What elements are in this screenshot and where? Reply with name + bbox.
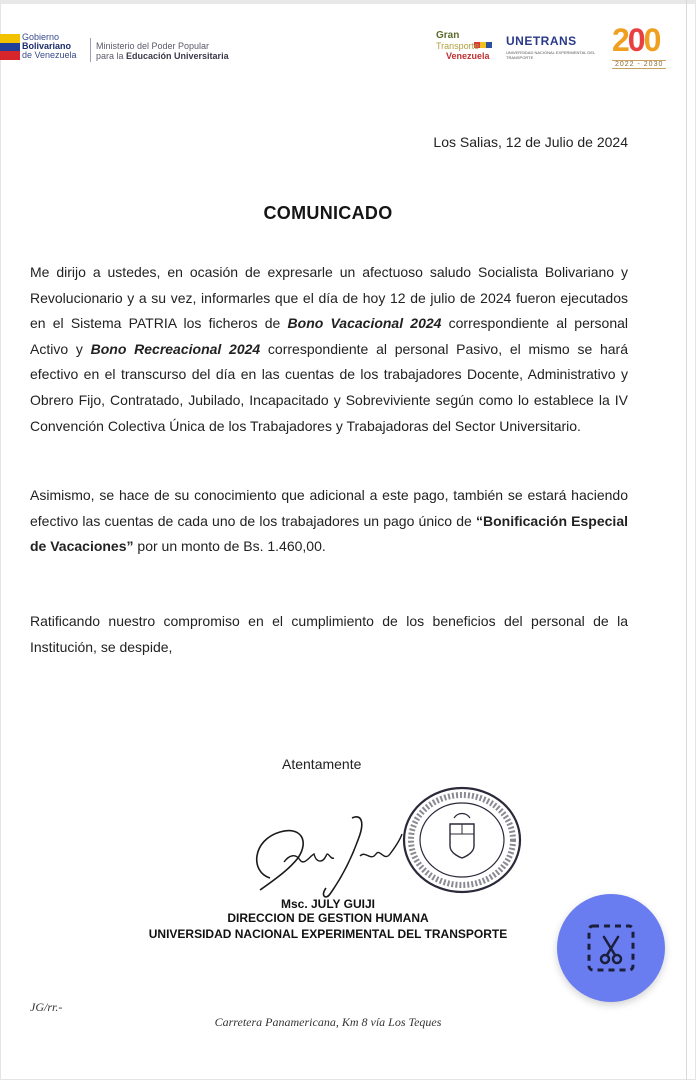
screenshot-cut-icon — [586, 923, 636, 973]
handwritten-signature — [240, 810, 410, 902]
ministry-line-2 — [96, 51, 229, 61]
unetrans-logo — [506, 34, 598, 64]
ministry-name — [96, 41, 229, 61]
bicentennial-emblem-icon: 200 — [612, 22, 660, 58]
bonificacion-label: “Bonificación Especial de Vacaciones” — [30, 512, 628, 555]
unetrans-name: UNETRANS — [506, 34, 577, 48]
footer-address: Carretera Panamericana, Km 8 vía Los Teques — [214, 1015, 442, 1029]
bicentennial-years: 2022 - 2030 — [612, 60, 666, 69]
institutional-seal — [398, 784, 528, 896]
ministry-prefix: para la — [96, 51, 127, 61]
p2-text-b: por un monto de Bs. 1.460,00. — [133, 538, 326, 555]
bono-recreacional-label: Bono Recreacional 2024 — [90, 340, 261, 357]
government-name — [22, 33, 77, 60]
paragraph-3: Ratificando nuestro compromiso en el cumplimiento de los beneficios del personal de la Institución, se despide, — [30, 613, 628, 655]
signer-department: DIRECCION DE GESTION HUMANA — [227, 911, 429, 925]
gov-line-1: Gobierno — [22, 32, 60, 42]
gran-transporte-logo — [436, 30, 496, 66]
closing: Atentamente — [282, 756, 362, 772]
gov-line-3: de Venezuela — [22, 50, 77, 60]
logo-divider — [90, 38, 91, 62]
p1-text-c: correspondiente al personal Pasivo, el mismo se hará efectivo en el transcurso del día en las cuentas de los trabajadores Docente, Administrativo y Obrero Fijo, Contratado, Jubilado, Incapacitado y Sobreviviente según como lo establece la IV Convención Colectiva Única de los Trabajadores y Trabajadoras del Sector Universitario. — [30, 340, 628, 434]
page-edge-divider — [686, 0, 687, 1080]
signer-name: Msc. JULY GUIJI — [280, 897, 376, 911]
p1-text-a: Me dirijo a ustedes, en ocasión de expresarle un afectuoso saludo Socialista Bolivariano y Revolucionario y a su vez, informarles que el día de hoy 12 de julio de 2024 fueron ejecutados en el Sistema PATRIA los ficheros de — [30, 264, 628, 332]
screenshot-cut-button[interactable] — [557, 894, 665, 1002]
letterhead — [0, 24, 696, 74]
letter-title: COMUNICADO — [263, 203, 393, 223]
unetrans-subtitle: UNIVERSIDAD NACIONAL EXPERIMENTAL DEL TRANSPORTE — [506, 50, 596, 60]
paragraph-1 — [30, 260, 628, 439]
ministry-line-1: Ministerio del Poder Popular — [96, 41, 210, 51]
bono-vacacional-label: Bono Vacacional 2024 — [287, 315, 442, 332]
p1-text-b: correspondiente al personal Activo y — [30, 315, 628, 357]
venezuela-flag-icon — [0, 34, 20, 60]
gt-line-1: Gran — [436, 30, 460, 41]
gt-line-3: Venezuela — [446, 51, 490, 61]
reference-initials: JG/rr.- — [30, 1000, 63, 1014]
government-logo — [0, 30, 250, 70]
ministry-bold: Educación Universitaria — [126, 51, 229, 61]
letter-date: Los Salias, 12 de Julio de 2024 — [433, 134, 628, 150]
paragraph-2 — [30, 483, 628, 560]
signer-organization: UNIVERSIDAD NACIONAL EXPERIMENTAL DEL TRANSPORTE — [148, 927, 508, 941]
gov-line-2: Bolivariano — [22, 41, 72, 51]
gt-line-2: Transporte — [436, 41, 480, 51]
p2-text-a: Asimismo, se hace de su conocimiento que adicional a este pago, también se estará haciendo efectivo las cuentas de cada uno de los trabajadores un pago único de — [30, 487, 628, 529]
bicentennial-logo — [608, 24, 696, 72]
